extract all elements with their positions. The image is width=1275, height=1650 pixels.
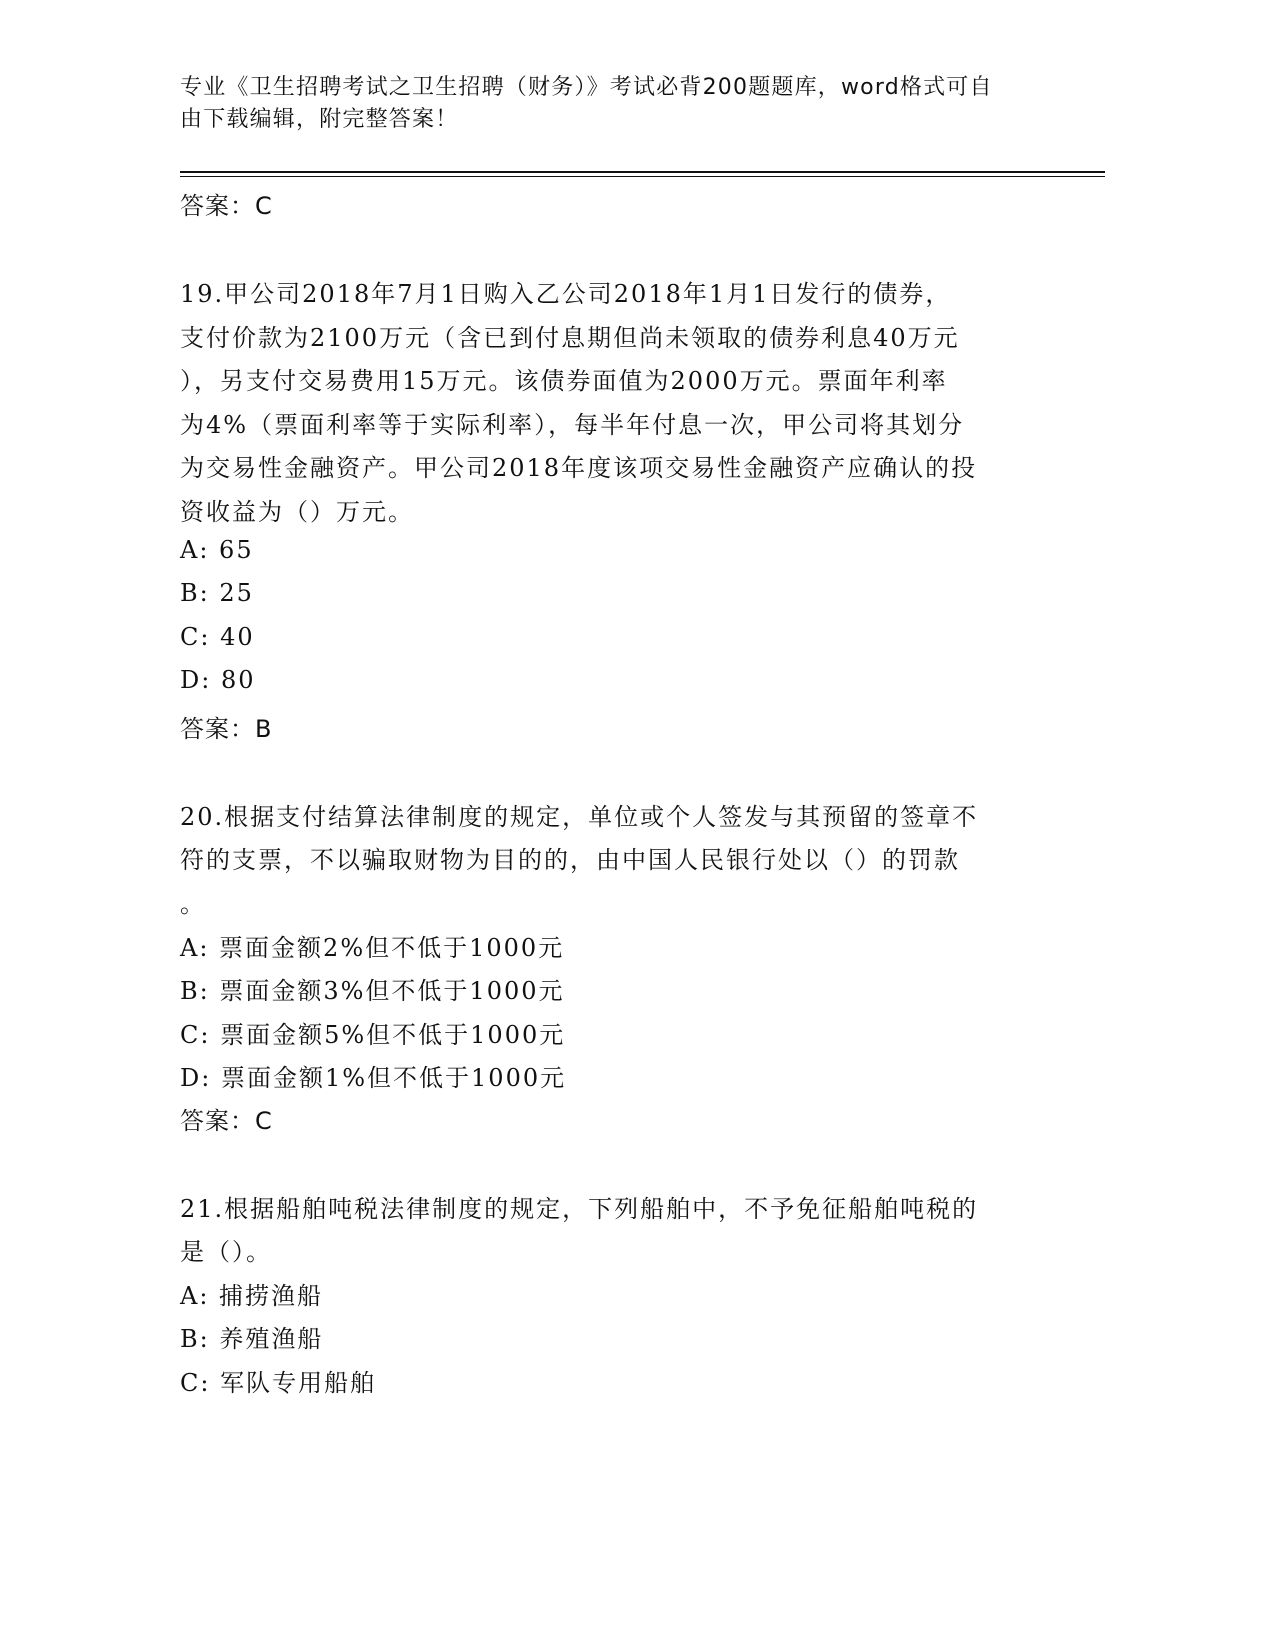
question-20-text-3: 。 bbox=[180, 890, 206, 918]
question-21-option-a: A: 捕捞渔船 bbox=[180, 1282, 324, 1310]
question-20-option-d: D: 票面金额1%但不低于1000元 bbox=[180, 1064, 567, 1092]
question-19-option-d: D: 80 bbox=[180, 666, 256, 694]
question-21-option-b: B: 养殖渔船 bbox=[180, 1325, 324, 1353]
header-divider bbox=[180, 171, 1105, 173]
question-20-option-a: A: 票面金额2%但不低于1000元 bbox=[180, 934, 565, 962]
question-21-text-2: 是（）。 bbox=[180, 1238, 272, 1266]
question-19-option-c: C: 40 bbox=[180, 623, 255, 651]
question-19-option-b: B: 25 bbox=[180, 579, 254, 607]
question-20-option-b: B: 票面金额3%但不低于1000元 bbox=[180, 977, 565, 1005]
question-19-text-5: 为交易性金融资产。甲公司2018年度该项交易性金融资产应确认的投 bbox=[180, 454, 978, 482]
question-21-option-c: C: 军队专用船舶 bbox=[180, 1369, 377, 1397]
question-19-text-4: 为4%（票面利率等于实际利率），每半年付息一次，甲公司将其划分 bbox=[180, 411, 965, 439]
question-19-text-3: ），另支付交易费用15万元。该债券面值为2000万元。票面年利率 bbox=[180, 367, 948, 395]
answer-prev: 答案：C bbox=[180, 192, 273, 220]
header-line-2: 由下载编辑，附完整答案！ bbox=[180, 107, 459, 132]
question-20-answer: 答案：C bbox=[180, 1107, 273, 1135]
question-21-text-1: 21.根据船舶吨税法律制度的规定，下列船舶中，不予免征船舶吨税的 bbox=[180, 1195, 979, 1223]
question-20-text-1: 20.根据支付结算法律制度的规定，单位或个人签发与其预留的签章不 bbox=[180, 803, 979, 831]
question-19-text-6: 资收益为（）万元。 bbox=[180, 498, 414, 526]
header-line-1: 专业《卫生招聘考试之卫生招聘（财务）》考试必背200题题库，word格式可自 bbox=[180, 75, 993, 100]
question-19-answer: 答案：B bbox=[180, 715, 273, 743]
question-19-text-1: 19.甲公司2018年7月1日购入乙公司2018年1月1日发行的债券， bbox=[180, 280, 952, 308]
question-20-text-2: 符的支票，不以骗取财物为目的的，由中国人民银行处以（）的罚款 bbox=[180, 846, 960, 874]
question-19-text-2: 支付价款为2100万元（含已到付息期但尚未领取的债券利息40万元 bbox=[180, 324, 960, 352]
question-20-option-c: C: 票面金额5%但不低于1000元 bbox=[180, 1021, 566, 1049]
document-header bbox=[180, 72, 1030, 136]
header-divider-thin bbox=[180, 176, 1105, 177]
question-19-option-a: A: 65 bbox=[180, 536, 254, 564]
